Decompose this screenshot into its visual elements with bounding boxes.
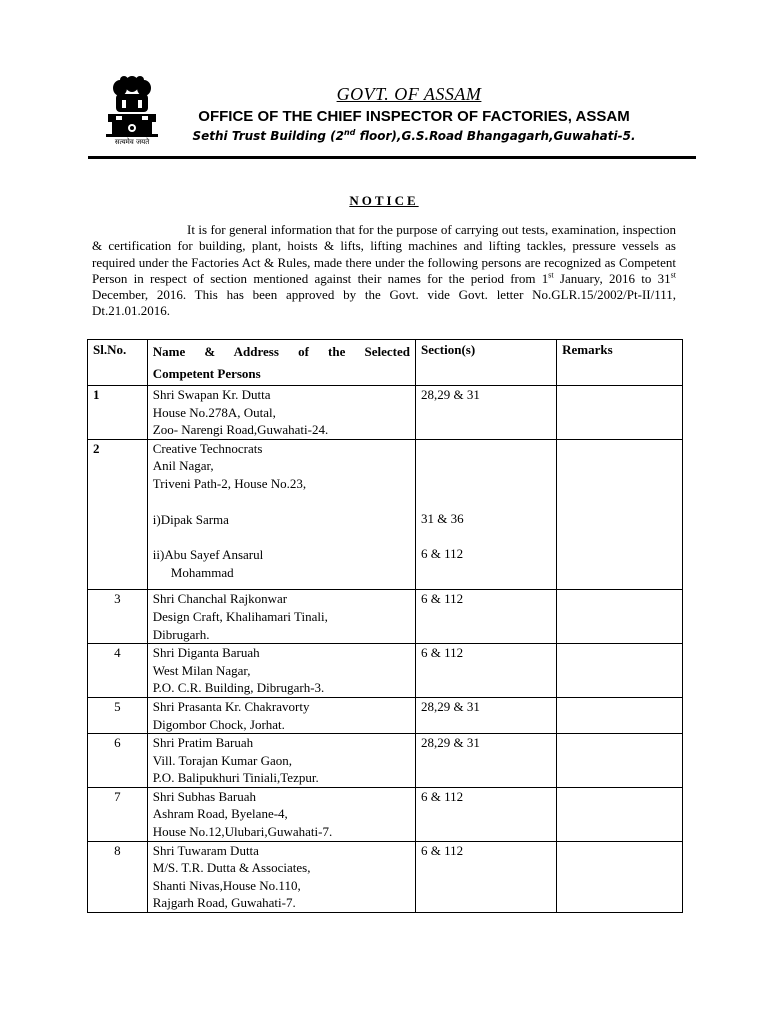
paragraph-text: January, 2016 to 31 — [553, 270, 671, 286]
office-heading: OFFICE OF THE CHIEF INSPECTOR OF FACTORIES, ASSAM — [198, 108, 630, 125]
table-row — [88, 787, 683, 841]
address-line: Dibrugarh. — [152, 626, 210, 642]
address-line: Shri Tuwaram Dutta — [152, 842, 259, 858]
row-name-address — [147, 697, 415, 733]
row-sl-no: 5 — [88, 697, 148, 733]
row-remarks — [557, 439, 683, 590]
address-line: Digombor Chock, Jorhat. — [152, 716, 285, 732]
header-sections: Section(s) — [416, 340, 557, 386]
row-section: 28,29 & 31 — [416, 697, 557, 733]
address-line: Shanti Nivas,House No.110, — [152, 877, 301, 893]
address-line: P.O. Balipukhuri Tiniali,Tezpur. — [152, 770, 319, 786]
row-sl-no: 1 — [88, 386, 148, 440]
row-section: 28,29 & 31 — [416, 386, 557, 440]
address-line: Triveni Path-2, House No.23, — [152, 475, 307, 491]
row-sl-no: 4 — [88, 644, 148, 698]
ordinal-suffix: st — [670, 270, 676, 280]
row-name-address — [147, 439, 415, 590]
person-line: ii)Abu Sayef Ansarul — [152, 547, 264, 563]
row-section: 6 & 112 — [416, 590, 557, 644]
row-section: 6 & 112 — [416, 787, 557, 841]
address-part: floor),G.S.Road Bhangagarh,Guwahati-5. — [355, 129, 636, 143]
table-row — [88, 439, 683, 590]
row-name-address — [147, 787, 415, 841]
table-row — [88, 841, 683, 912]
row-section — [416, 439, 557, 590]
emblem-motto: सत्यमेव जयते — [114, 138, 150, 146]
row-sl-no: 6 — [88, 734, 148, 788]
paragraph-text: It is for general information that for the purpose of carrying out tests, examination, inspection & certification for building, plant, hoists & lifts, lifting machines and lifting tackles, pressure vessels as required under the Factories Act & Rules, made there under the following persons are recognized as Competent Person in respect of section mentioned against their names for the period from 1 — [92, 222, 676, 286]
row-name-address — [147, 644, 415, 698]
table-header-row — [88, 340, 683, 386]
address-line: Anil Nagar, — [152, 458, 214, 474]
row-section: 6 & 112 — [416, 841, 557, 912]
table-row — [88, 734, 683, 788]
address-line: Zoo- Narengi Road,Guwahati-24. — [152, 422, 329, 438]
row-name-address — [147, 386, 415, 440]
address-line: Shri Subhas Baruah — [152, 788, 257, 804]
address-line: House No.278A, Outal, — [152, 404, 276, 420]
notice-title: NOTICE — [349, 193, 419, 208]
section-value: 6 & 112 — [421, 546, 464, 562]
table-row — [88, 644, 683, 698]
row-remarks — [557, 386, 683, 440]
notice-paragraph — [92, 222, 676, 320]
paragraph-text: December, 2016. This has been approved by the Govt. vide Govt. letter No.GLR.15/2002/Pt-II/111, Dt.21.01.2016. — [92, 287, 676, 319]
address-line: Ashram Road, Byelane-4, — [152, 806, 288, 822]
address-line: Rajgarh Road, Guwahati-7. — [152, 895, 296, 911]
row-sl-no: 3 — [88, 590, 148, 644]
row-remarks — [557, 734, 683, 788]
section-value: 31 & 36 — [421, 510, 464, 526]
row-name-address — [147, 734, 415, 788]
office-address — [0, 128, 768, 143]
address-line: Design Craft, Khalihamari Tinali, — [152, 608, 328, 624]
address-line: Shri Prasanta Kr. Chakravorty — [152, 698, 310, 714]
row-sl-no: 2 — [88, 439, 148, 590]
table-row — [88, 386, 683, 440]
header-name-line1: Name & Address of the Selected — [152, 344, 411, 359]
address-part: Sethi Trust Building (2 — [192, 129, 344, 143]
table-row — [88, 590, 683, 644]
address-line: Creative Technocrats — [152, 440, 263, 456]
address-line: P.O. C.R. Building, Dibrugarh-3. — [152, 680, 325, 696]
address-line: M/S. T.R. Dutta & Associates, — [152, 860, 311, 876]
competent-persons-table — [87, 339, 683, 913]
address-line: Shri Diganta Baruah — [152, 645, 260, 661]
row-remarks — [557, 644, 683, 698]
row-remarks — [557, 697, 683, 733]
row-sl-no: 7 — [88, 787, 148, 841]
address-line: Shri Chanchal Rajkonwar — [152, 591, 288, 607]
address-line: West Milan Nagar, — [152, 662, 251, 678]
header-name-address — [147, 340, 415, 386]
row-remarks — [557, 590, 683, 644]
address-line: Vill. Torajan Kumar Gaon, — [152, 752, 292, 768]
govt-heading: GOVT. OF ASSAM — [336, 84, 482, 104]
row-sl-no: 8 — [88, 841, 148, 912]
table-row — [88, 697, 683, 733]
person-line: Mohammad — [170, 564, 234, 580]
address-line: Shri Swapan Kr. Dutta — [152, 387, 271, 402]
row-remarks — [557, 787, 683, 841]
ordinal-suffix: st — [548, 270, 554, 280]
address-line: Shri Pratim Baruah — [152, 735, 254, 751]
row-name-address — [147, 841, 415, 912]
row-name-address — [147, 590, 415, 644]
header-divider — [88, 156, 696, 159]
person-line: i)Dipak Sarma — [152, 511, 229, 527]
header-sl-no: Sl.No. — [88, 340, 148, 386]
row-remarks — [557, 841, 683, 912]
row-section: 28,29 & 31 — [416, 734, 557, 788]
address-superscript: nd — [343, 128, 356, 137]
header-name-line2: Competent Persons — [152, 366, 261, 381]
address-line: House No.12,Ulubari,Guwahati-7. — [152, 824, 333, 840]
row-section: 6 & 112 — [416, 644, 557, 698]
header-remarks: Remarks — [557, 340, 683, 386]
